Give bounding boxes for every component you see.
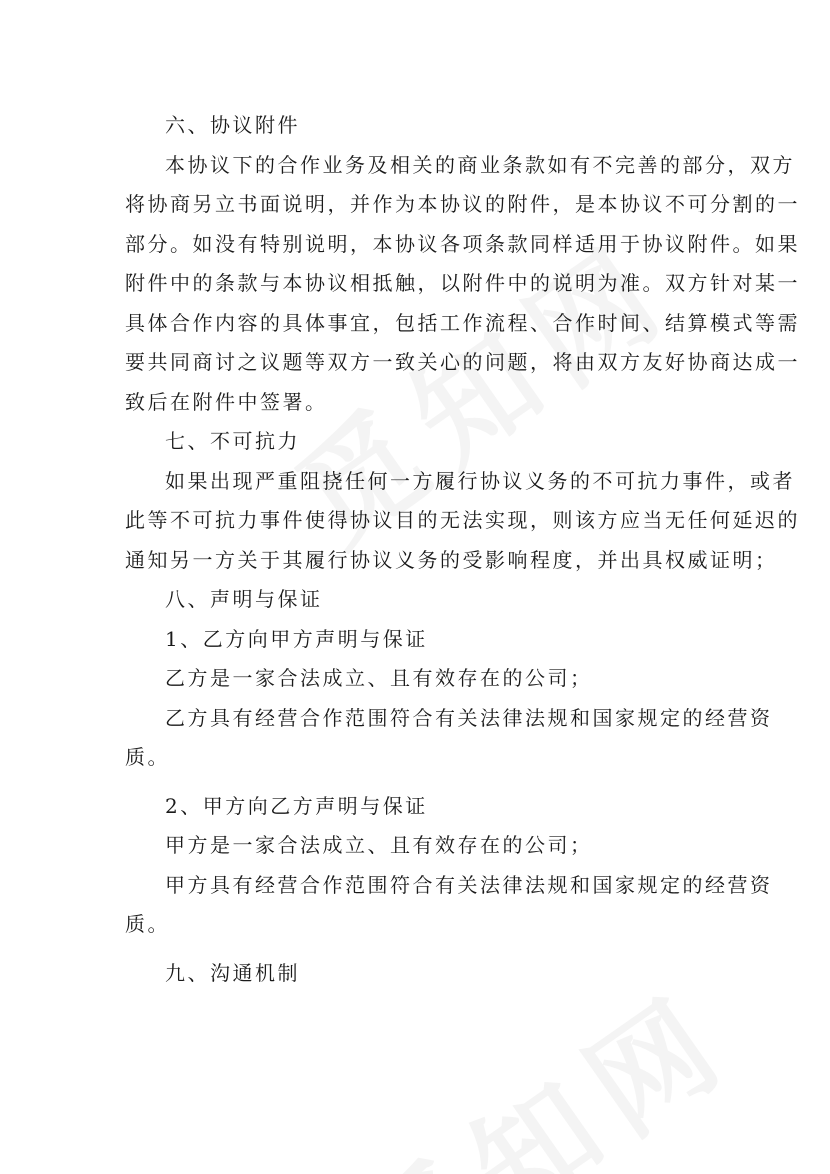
paragraph-line: 通知另一方关于其履行协议义务的受影响程度，并出具权威证明；	[125, 547, 778, 572]
paragraph-line: 本协议下的合作业务及相关的商业条款如有不完善的部分，双方	[165, 152, 795, 177]
paragraph-line: 质。	[125, 912, 170, 936]
paragraph-line: 具体合作内容的具体事宜，包括工作流程、合作时间、结算模式等需	[125, 310, 800, 335]
paragraph-line: 甲方具有经营合作范围符合有关法律法规和国家规定的经营资	[165, 872, 773, 897]
paragraph-line: 质。	[125, 745, 170, 769]
section-heading: 八、声明与保证	[165, 587, 323, 611]
section-heading: 九、沟通机制	[165, 960, 300, 985]
paragraph-line: 致后在附件中签署。	[125, 389, 328, 414]
section-heading: 六、协议附件	[165, 113, 300, 137]
paragraph-line: 将协商另立书面说明，并作为本协议的附件，是本协议不可分割的一	[125, 192, 800, 216]
document-body	[125, 106, 800, 993]
subsection-heading: 1、乙方向甲方声明与保证	[165, 626, 428, 651]
subsection-heading: 2、甲方向乙方声明与保证	[165, 793, 428, 818]
paragraph-line: 部分。如没有特别说明，本协议各项条款同样适用于协议附件。如果	[125, 231, 800, 256]
paragraph-line: 甲方是一家合法成立、且有效存在的公司；	[165, 833, 593, 857]
paragraph-line: 要共同商讨之议题等双方一致关心的问题，将由双方友好协商达成一	[125, 350, 800, 374]
paragraph-line: 此等不可抗力事件使得协议目的无法实现，则该方应当无任何延迟的	[125, 508, 800, 532]
paragraph-line: 乙方是一家合法成立、且有效存在的公司；	[165, 666, 593, 690]
section-heading: 七、不可抗力	[165, 429, 300, 453]
paragraph-line: 附件中的条款与本协议相抵触，以附件中的说明为准。双方针对某一	[125, 271, 800, 295]
paragraph-line: 乙方具有经营合作范围符合有关法律法规和国家规定的经营资	[165, 705, 773, 730]
paragraph-line: 如果出现严重阻挠任何一方履行协议义务的不可抗力事件，或者	[165, 468, 795, 493]
